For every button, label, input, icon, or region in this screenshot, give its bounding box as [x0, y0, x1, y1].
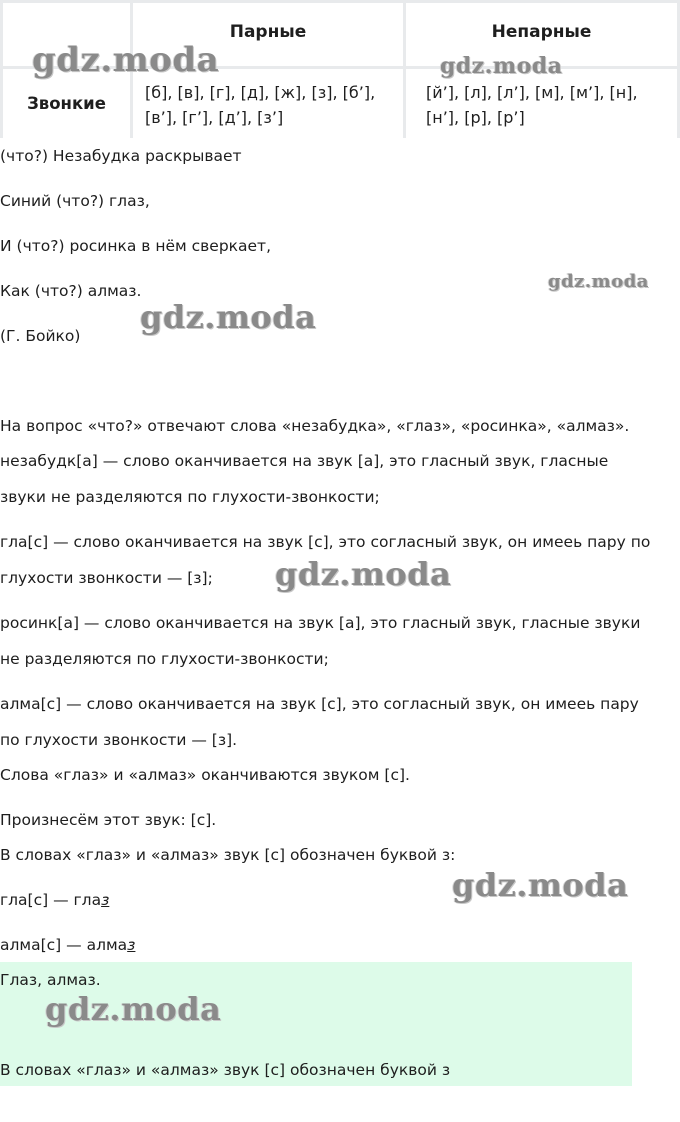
watermark: gdz.moda [140, 298, 317, 336]
explanation-line: алма[с] — слово оканчивается на звук [с], это согласный звук, он имееь пару [0, 695, 639, 713]
table-column-divider [403, 0, 406, 138]
poem-line: Как (что?) алмаз. [0, 282, 142, 300]
explanation-line: глухости звонкости — [з]; [0, 569, 213, 587]
explanation-line: незабудк[а] — слово оканчивается на звук [а], это гласный звук, гласные [0, 452, 609, 470]
example-almaz-text: алма[с] — алма [0, 936, 128, 954]
watermark: gdz.moda [275, 555, 452, 593]
header-unpaired: Непарные [491, 22, 592, 42]
poem-line: (что?) Незабудка раскрывает [0, 147, 242, 165]
paired-cell-line1: [б], [в], [г], [д], [ж], [з], [б’], [145, 83, 376, 102]
explanation-line: не разделяются по глухости-звонкости; [0, 650, 329, 668]
explanation-line: росинк[а] — слово оканчивается на звук [а], это гласный звук, гласные звуки [0, 614, 641, 632]
explanation-line: по глухости звонкости — [з]. [0, 731, 238, 749]
example-almaz-letter: з [127, 936, 136, 954]
explanation-line: Слова «глаз» и «алмаз» оканчиваются звуком [с]. [0, 766, 410, 784]
explanation-line: В словах «глаз» и «алмаз» звук [с] обозначен буквой з: [0, 846, 456, 864]
unpaired-cell-line1: [й’], [л], [л’], [м], [м’], [н], [426, 83, 638, 102]
answer-words: Глаз, алмаз. [0, 971, 101, 989]
explanation-line: Произнесём этот звук: [с]. [0, 811, 217, 829]
poem-author: (Г. Бойко) [0, 327, 81, 345]
row-label-voiced: Звонкие [27, 94, 106, 113]
explanation-line: гла[с] — слово оканчивается на звук [с], это согласный звук, он имееь пару по [0, 533, 651, 551]
table-border-left [0, 0, 3, 138]
watermark: gdz.moda [452, 866, 629, 904]
explanation-intro: На вопрос «что?» отвечают слова «незабудка», «глаз», «росинка», «алмаз». [0, 417, 630, 435]
header-paired: Парные [229, 22, 307, 42]
poem-line: И (что?) росинка в нём сверкает, [0, 237, 272, 255]
watermark: gdz.moda [440, 53, 563, 79]
poem-line: Синий (что?) глаз, [0, 192, 150, 210]
explanation-line: звуки не разделяются по глухости-звонкости; [0, 488, 380, 506]
watermark: gdz.moda [32, 40, 220, 80]
example-almaz [0, 936, 135, 954]
example-glaz-letter: з [101, 891, 110, 909]
example-glaz [0, 891, 109, 909]
unpaired-cell-line2: [н’], [р], [р’] [426, 108, 525, 127]
paired-cell-line2: [в’], [г’], [д’], [з’] [145, 108, 284, 127]
watermark: gdz.moda [45, 990, 222, 1028]
table-border-top [0, 0, 680, 3]
answer-conclusion: В словах «глаз» и «алмаз» звук [с] обозначен буквой з [0, 1061, 451, 1079]
example-glaz-text: гла[с] — гла [0, 891, 102, 909]
watermark: gdz.moda [548, 271, 649, 292]
